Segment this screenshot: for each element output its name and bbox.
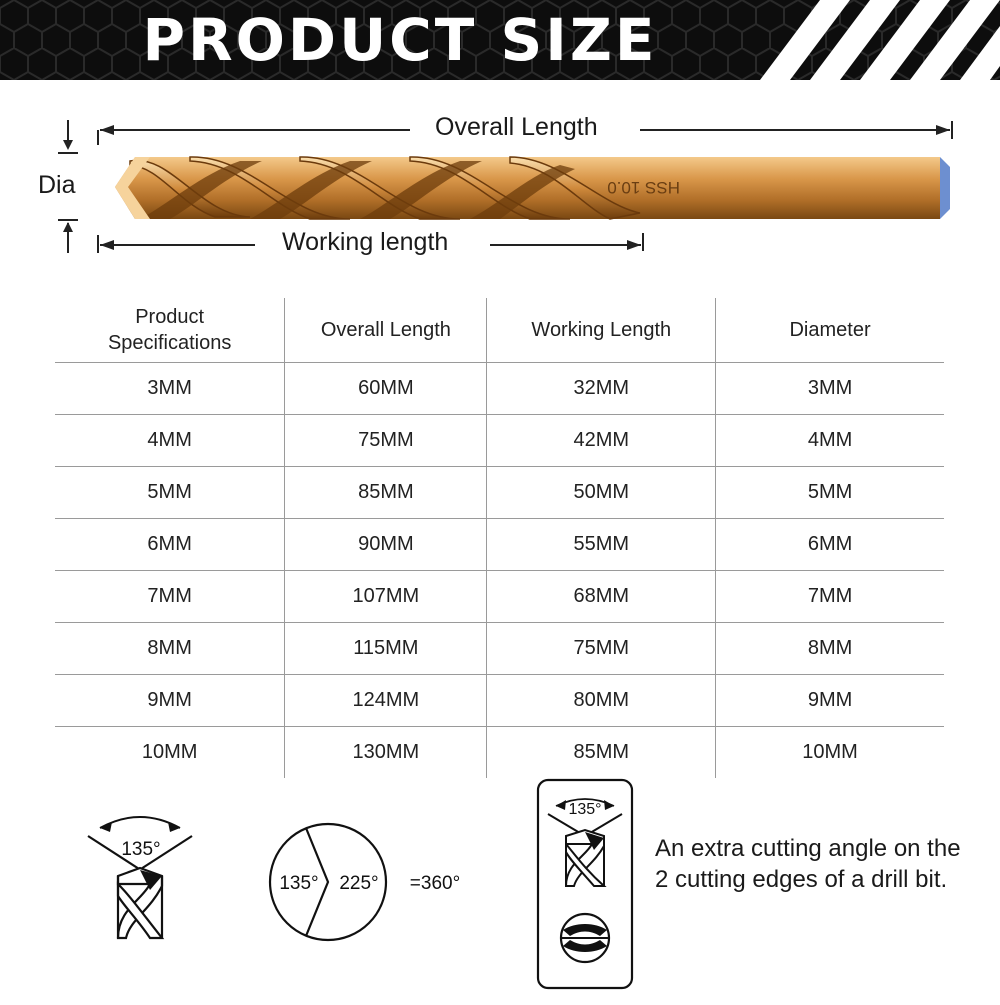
header-diameter: Diameter bbox=[716, 298, 944, 363]
cell-overall: 90MM bbox=[285, 519, 487, 571]
table-row bbox=[55, 623, 944, 675]
table-row bbox=[55, 467, 944, 519]
cell-working: 80MM bbox=[487, 675, 716, 727]
cell-working: 85MM bbox=[487, 727, 716, 779]
cell-overall: 85MM bbox=[285, 467, 487, 519]
cell-working: 75MM bbox=[487, 623, 716, 675]
cell-diameter: 6MM bbox=[716, 519, 944, 571]
drill-diagram bbox=[0, 95, 1000, 275]
spec-table bbox=[55, 298, 944, 778]
split-point-icon bbox=[538, 780, 632, 988]
cell-spec: 10MM bbox=[141, 741, 198, 763]
overall-length-label: Overall Length bbox=[425, 113, 608, 142]
table-row bbox=[55, 571, 944, 623]
cell-spec: 5MM bbox=[55, 467, 285, 519]
table-row bbox=[55, 415, 944, 467]
cell-diameter: 5MM bbox=[716, 467, 944, 519]
table-row bbox=[55, 519, 944, 571]
tip-angle-label: 135° bbox=[121, 839, 161, 860]
cell-diameter: 3MM bbox=[716, 363, 944, 415]
cell-spec: 3MM bbox=[55, 363, 285, 415]
cell-spec: 8MM bbox=[55, 623, 285, 675]
table-row bbox=[55, 675, 944, 727]
angle-circle-icon bbox=[270, 824, 460, 940]
cell-overall: 60MM bbox=[285, 363, 487, 415]
diameter-label: Dia bbox=[38, 171, 76, 199]
cell-spec: 4MM bbox=[55, 415, 285, 467]
cell-working: 55MM bbox=[487, 519, 716, 571]
header-banner bbox=[0, 0, 1000, 80]
cell-overall: 75MM bbox=[285, 415, 487, 467]
header-working-length: Working Length bbox=[487, 298, 716, 363]
cell-overall: 130MM bbox=[285, 727, 487, 779]
box-angle-label: 135° bbox=[568, 801, 602, 818]
cell-diameter: 8MM bbox=[716, 623, 944, 675]
working-length-label: Working length bbox=[272, 228, 458, 257]
cell-diameter: 7MM bbox=[716, 571, 944, 623]
circle-left-angle: 135° bbox=[279, 873, 319, 894]
circle-right-angle: 225° bbox=[339, 873, 379, 894]
table-header-row bbox=[55, 298, 944, 363]
cell-working: 50MM bbox=[487, 467, 716, 519]
header-overall-length: Overall Length bbox=[285, 298, 487, 363]
cell-diameter: 4MM bbox=[716, 415, 944, 467]
cell-working: 42MM bbox=[487, 415, 716, 467]
cell-working: 68MM bbox=[487, 571, 716, 623]
shank-marking: HSS 10.0 bbox=[607, 178, 680, 197]
table-row bbox=[55, 363, 944, 415]
cell-diameter: 9MM bbox=[716, 675, 944, 727]
page-title: PRODUCT SIZE bbox=[142, 6, 658, 74]
cell-working: 32MM bbox=[487, 363, 716, 415]
cutting-angle-description: An extra cutting angle on the 2 cutting edges of a drill bit. bbox=[655, 835, 961, 893]
cell-overall: 107MM bbox=[285, 571, 487, 623]
cell-spec: 6MM bbox=[55, 519, 285, 571]
header-product-specifications: Product Specifications bbox=[55, 298, 285, 363]
drill-tip-angle-icon bbox=[88, 817, 192, 938]
cell-overall: 115MM bbox=[285, 623, 487, 675]
cell-overall: 124MM bbox=[285, 675, 487, 727]
total-angle: =360° bbox=[409, 873, 461, 894]
cell-spec: 9MM bbox=[55, 675, 285, 727]
cell-diameter: 10MM bbox=[716, 727, 944, 779]
cell-spec: 7MM bbox=[55, 571, 285, 623]
